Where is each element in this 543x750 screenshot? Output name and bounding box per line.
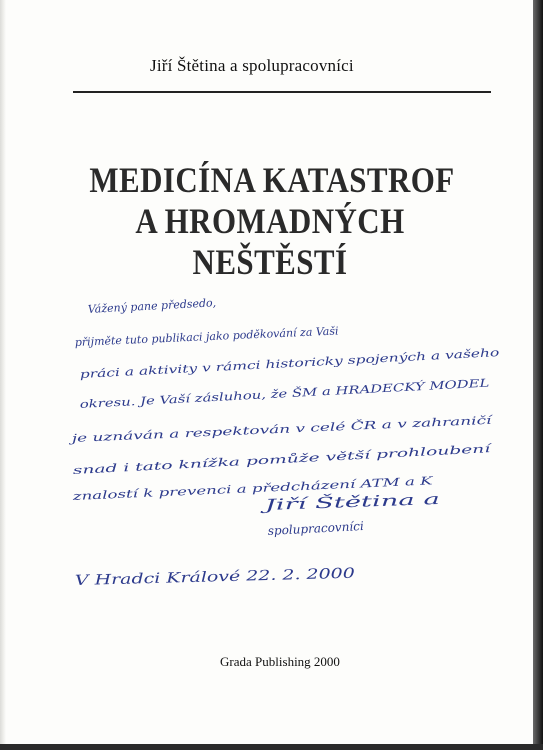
signature-line-2: spolupracovníci [267, 518, 365, 538]
inscription-line-3: práci a aktivity v rámci historicky spojených a vašeho [79, 352, 379, 381]
title-line-2: A HROMADNÝCH [135, 201, 405, 241]
author-line: Jiří Štětina a spolupracovníci [150, 56, 354, 75]
scan-border [0, 744, 543, 750]
title-line-1: MEDICÍNA KATASTROF [89, 160, 455, 200]
inscription-line-4: okresu. Je Vaší zásluhou, že ŠM a HRADECKÝ MODEL [79, 382, 384, 411]
signature-line-1: Jiří Štětina a [264, 492, 361, 514]
inscription-line-2: přijměte tuto publikaci jako poděkování za Vaši [74, 324, 339, 349]
book-spine-shadow [533, 0, 543, 750]
place-date: V Hradci Králové 22. 2. 2000 [74, 567, 282, 589]
inscription-line-1: Vážený pane předsedo, [87, 296, 217, 316]
inscription-line-5: je uznáván a respektován v celé ČR a v zahraničí [71, 420, 345, 445]
publisher-imprint: Grada Publishing 2000 [220, 654, 340, 669]
inscription-line-6: snad i tato knížka pomůže větší prohloubení [72, 451, 320, 477]
title-line-3: NEŠTĚSTÍ [192, 242, 348, 282]
inscription-line-7: znalostí k prevenci a předcházení ATM a K [72, 479, 312, 503]
